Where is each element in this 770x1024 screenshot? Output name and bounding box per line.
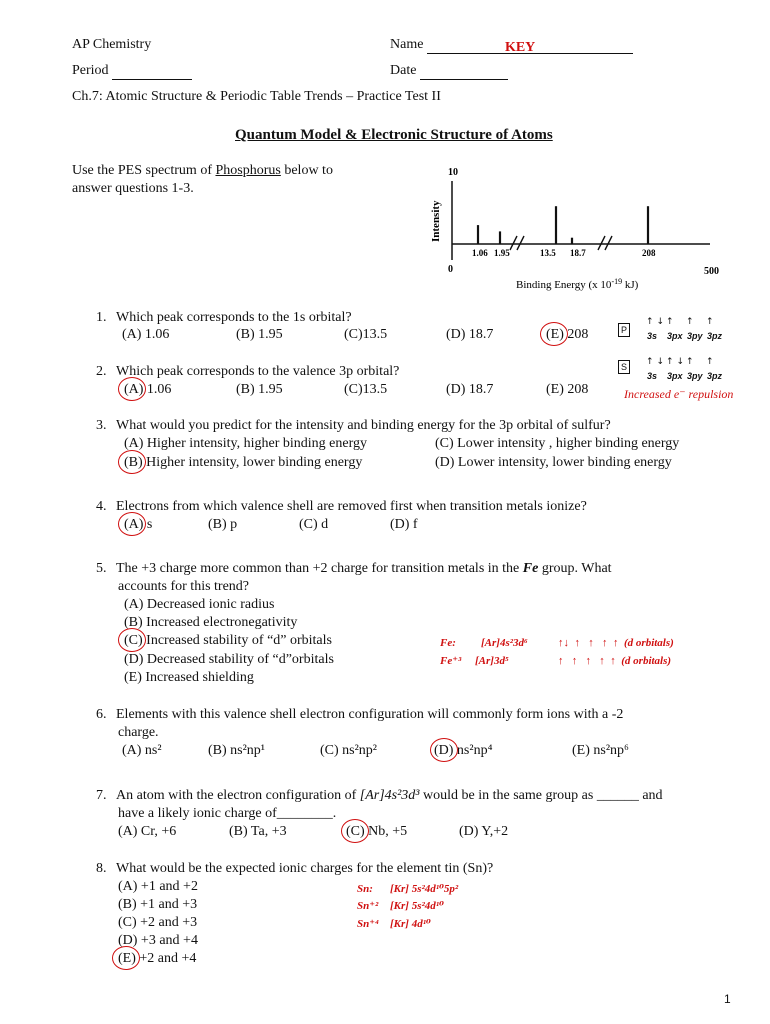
q7-number: 7. — [96, 788, 107, 803]
name-label: Name — [390, 37, 424, 52]
q6-option-a[interactable]: (A) ns² — [122, 743, 162, 758]
period-label: Period — [72, 63, 109, 78]
s-arrow-3pz: ↑ — [706, 357, 717, 367]
q5-option-a[interactable]: (A) Decreased ionic radius — [124, 597, 275, 612]
q2-text: Which peak corresponds to the valence 3p orbital? — [116, 364, 400, 379]
q4-option-b[interactable]: (B) p — [208, 517, 238, 532]
q4-option-d[interactable]: (D) f — [390, 517, 418, 532]
sn4-config: [Kr] 4d¹⁰ — [390, 918, 431, 930]
q8-option-b[interactable]: (B) +1 and +3 — [118, 897, 198, 912]
q6-stem-2: charge. — [118, 725, 159, 740]
q2-option-e[interactable]: (E) 208 — [546, 382, 589, 397]
s-orb-3s: 3s — [647, 371, 658, 381]
q4-number: 4. — [96, 499, 107, 514]
page-number: 1 — [724, 992, 731, 1006]
q6-text: Elements with this valence shell electron configuration will commonly form ions with a -2 — [116, 707, 624, 722]
axis-break-2 — [598, 236, 612, 250]
ytick-zero: 0 — [448, 264, 453, 275]
q7-text-em: [Ar]4s²3d³ — [359, 788, 420, 803]
intro-element: Phosphorus — [215, 163, 281, 178]
pes-peak-label-2: 1.95 — [494, 248, 510, 258]
intro-post: below to — [280, 163, 333, 178]
axis-break-1 — [510, 236, 524, 250]
q5-text-pre: The +3 charge more common than +2 charge for transition metals in the — [116, 561, 523, 576]
xtick-max: 500 — [704, 266, 719, 277]
q3-number: 3. — [96, 418, 107, 433]
s-orb-3pz: 3pz — [707, 371, 723, 381]
name-line — [390, 36, 633, 54]
s-arrows — [646, 356, 726, 368]
intro-line-1 — [72, 162, 333, 180]
q5-number: 5. — [96, 561, 107, 576]
date-label: Date — [390, 63, 417, 78]
q8-option-e[interactable]: (E) +2 and +4 — [118, 951, 197, 966]
q5-stem — [96, 560, 612, 578]
q5-option-d[interactable]: (D) Decreased stability of “d”orbitals — [124, 652, 334, 667]
course-title: AP Chemistry — [72, 37, 152, 52]
p-orb-3px: 3px — [667, 331, 683, 341]
q7-text-post: would be in the same group as ______ and — [419, 788, 663, 803]
q7-option-d[interactable]: (D) Y,+2 — [459, 824, 509, 839]
sn2-config: [Kr] 5s²4d¹⁰ — [390, 900, 444, 912]
fe-arrows: ↑↓ ↑ ↑ ↑ ↑ (d orbitals) — [558, 637, 674, 649]
q1-option-d[interactable]: (D) 18.7 — [446, 327, 494, 342]
s-orb-3px: 3px — [667, 371, 683, 381]
q7-stem-2: have a likely ionic charge of________. — [118, 806, 337, 821]
sn4-label: Sn⁺⁴ — [357, 918, 379, 930]
q8-answer-circle — [112, 946, 140, 970]
q5-option-b[interactable]: (B) Increased electronegativity — [124, 615, 298, 630]
date-line — [390, 62, 508, 80]
q5-option-c[interactable]: (C) Increased stability of “d” orbitals — [124, 633, 332, 648]
section-title: Quantum Model & Electronic Structure of Atoms — [235, 127, 553, 143]
x-axis-label-exp: -19 — [611, 277, 623, 286]
q2-option-d[interactable]: (D) 18.7 — [446, 382, 494, 397]
q3-stem — [96, 417, 611, 435]
q1-option-e[interactable]: (E) 208 — [546, 327, 589, 342]
fe3-config: [Ar]3d⁵ — [475, 655, 509, 667]
q1-text: Which peak corresponds to the 1s orbital? — [116, 310, 352, 325]
q2-option-a[interactable]: (A) 1.06 — [124, 382, 172, 397]
sn-label: Sn: — [357, 883, 373, 895]
q3-option-c[interactable]: (C) Lower intensity , higher binding energy — [435, 436, 680, 451]
q1-answer-circle — [540, 322, 568, 346]
q6-option-d[interactable]: (D) ns²np⁴ — [434, 743, 493, 758]
name-value: KEY — [505, 39, 633, 54]
q1-number: 1. — [96, 310, 107, 325]
x-axis-label-unit: kJ) — [622, 279, 639, 291]
p-arrow-3py: ↑ — [686, 317, 697, 327]
q4-option-a[interactable]: (A) s — [124, 517, 153, 532]
fe-label: Fe: — [440, 637, 456, 649]
y-axis-label: Intensity — [430, 200, 442, 242]
q8-option-d[interactable]: (D) +3 and +4 — [118, 933, 198, 948]
q6-option-c[interactable]: (C) ns²np² — [320, 743, 378, 758]
s-arrow-3py: ↑ — [686, 357, 697, 367]
intro-pre: Use the PES spectrum of — [72, 163, 216, 178]
q8-stem — [96, 860, 493, 878]
fe-config: [Ar]4s²3d⁶ — [481, 637, 528, 649]
q2-option-b[interactable]: (B) 1.95 — [236, 382, 283, 397]
q8-text: What would be the expected ionic charges for the element tin (Sn)? — [116, 861, 494, 876]
q6-option-e[interactable]: (E) ns²np⁶ — [572, 743, 629, 758]
s-orbitals — [647, 370, 727, 382]
q5-option-e[interactable]: (E) Increased shielding — [124, 670, 254, 685]
period-line — [72, 62, 192, 80]
q3-option-d[interactable]: (D) Lower intensity, lower binding energy — [435, 455, 672, 470]
q7-answer-circle — [341, 819, 369, 843]
p-arrow-3s: ↑↓ — [646, 317, 668, 327]
q2-answer-circle — [118, 377, 146, 401]
q2-stem — [96, 363, 399, 381]
pes-peak-label-1: 1.06 — [472, 248, 488, 258]
q1-option-b[interactable]: (B) 1.95 — [236, 327, 283, 342]
pes-peak-label-4: 18.7 — [570, 248, 586, 258]
p-arrow-3pz: ↑ — [706, 317, 717, 327]
intro-line-2: answer questions 1-3. — [72, 181, 194, 196]
q7-option-b[interactable]: (B) Ta, +3 — [229, 824, 287, 839]
pes-peak-labels — [472, 248, 656, 258]
x-axis-label-main: Binding Energy (x 10 — [516, 279, 612, 291]
p-arrows — [646, 316, 726, 328]
sn-config: [Kr] 5s²4d¹⁰5p² — [390, 883, 459, 895]
q3-text: What would you predict for the intensity and binding energy for the 3p orbital of sulfur? — [116, 418, 611, 433]
q8-option-c[interactable]: (C) +2 and +3 — [118, 915, 198, 930]
q6-answer-circle — [430, 738, 458, 762]
p-arrow-3px: ↑ — [666, 317, 677, 327]
q1-stem — [96, 309, 352, 327]
s-orb-3py: 3py — [687, 371, 703, 381]
q8-option-a[interactable]: (A) +1 and +2 — [118, 879, 198, 894]
q1-option-a[interactable]: (A) 1.06 — [122, 327, 170, 342]
q4-stem — [96, 498, 587, 516]
p-orb-3py: 3py — [687, 331, 703, 341]
q4-text: Electrons from which valence shell are removed first when transition metals ionize? — [116, 499, 587, 514]
s-arrow-3px: ↑↓ — [666, 357, 688, 367]
q8-number: 8. — [96, 861, 107, 876]
q3-option-b[interactable]: (B) Higher intensity, lower binding energy — [124, 455, 363, 470]
x-axis-label — [516, 277, 639, 291]
q5-text-post: group. What — [538, 561, 612, 576]
q5-stem-2: accounts for this trend? — [118, 579, 250, 594]
q6-number: 6. — [96, 707, 107, 722]
q3-answer-circle — [118, 450, 146, 474]
q1-option-c[interactable]: (C)13.5 — [344, 327, 388, 342]
ytick-top: 10 — [448, 167, 458, 178]
p-orb-3pz: 3pz — [707, 331, 723, 341]
p-orbitals — [647, 330, 727, 342]
fe3-label: Fe⁺³ — [440, 655, 462, 667]
q4-option-c[interactable]: (C) d — [299, 517, 329, 532]
q6-stem — [96, 706, 623, 724]
q7-option-c[interactable]: (C) Nb, +5 — [346, 824, 408, 839]
pes-peaks — [478, 206, 648, 244]
q2-option-c[interactable]: (C)13.5 — [344, 382, 388, 397]
p-orb-3s: 3s — [647, 331, 658, 341]
q4-answer-circle — [118, 512, 146, 536]
repulsion-note: Increased e⁻ repulsion — [624, 387, 734, 401]
page-subtitle: Ch.7: Atomic Structure & Periodic Table Trends – Practice Test II — [72, 89, 441, 104]
q7-text-pre: An atom with the electron configuration of — [116, 788, 360, 803]
phosphorus-box: P — [618, 323, 630, 337]
sn2-label: Sn⁺² — [357, 900, 379, 912]
q6-option-b[interactable]: (B) ns²np¹ — [208, 743, 266, 758]
s-arrow-3s: ↑↓ — [646, 357, 668, 367]
pes-peak-label-3: 13.5 — [540, 248, 556, 258]
q5-answer-circle — [118, 628, 146, 652]
pes-spectrum-chart — [420, 164, 720, 294]
fe3-arrows: ↑ ↑ ↑ ↑ ↑ (d orbitals) — [558, 655, 672, 667]
q3-option-a[interactable]: (A) Higher intensity, higher binding energy — [124, 436, 368, 451]
q2-number: 2. — [96, 364, 107, 379]
pes-peak-label-5: 208 — [642, 248, 656, 258]
q7-stem — [96, 787, 663, 805]
sulfur-box: S — [618, 360, 630, 374]
q5-text-em: Fe — [522, 561, 539, 576]
q7-option-a[interactable]: (A) Cr, +6 — [118, 824, 177, 839]
